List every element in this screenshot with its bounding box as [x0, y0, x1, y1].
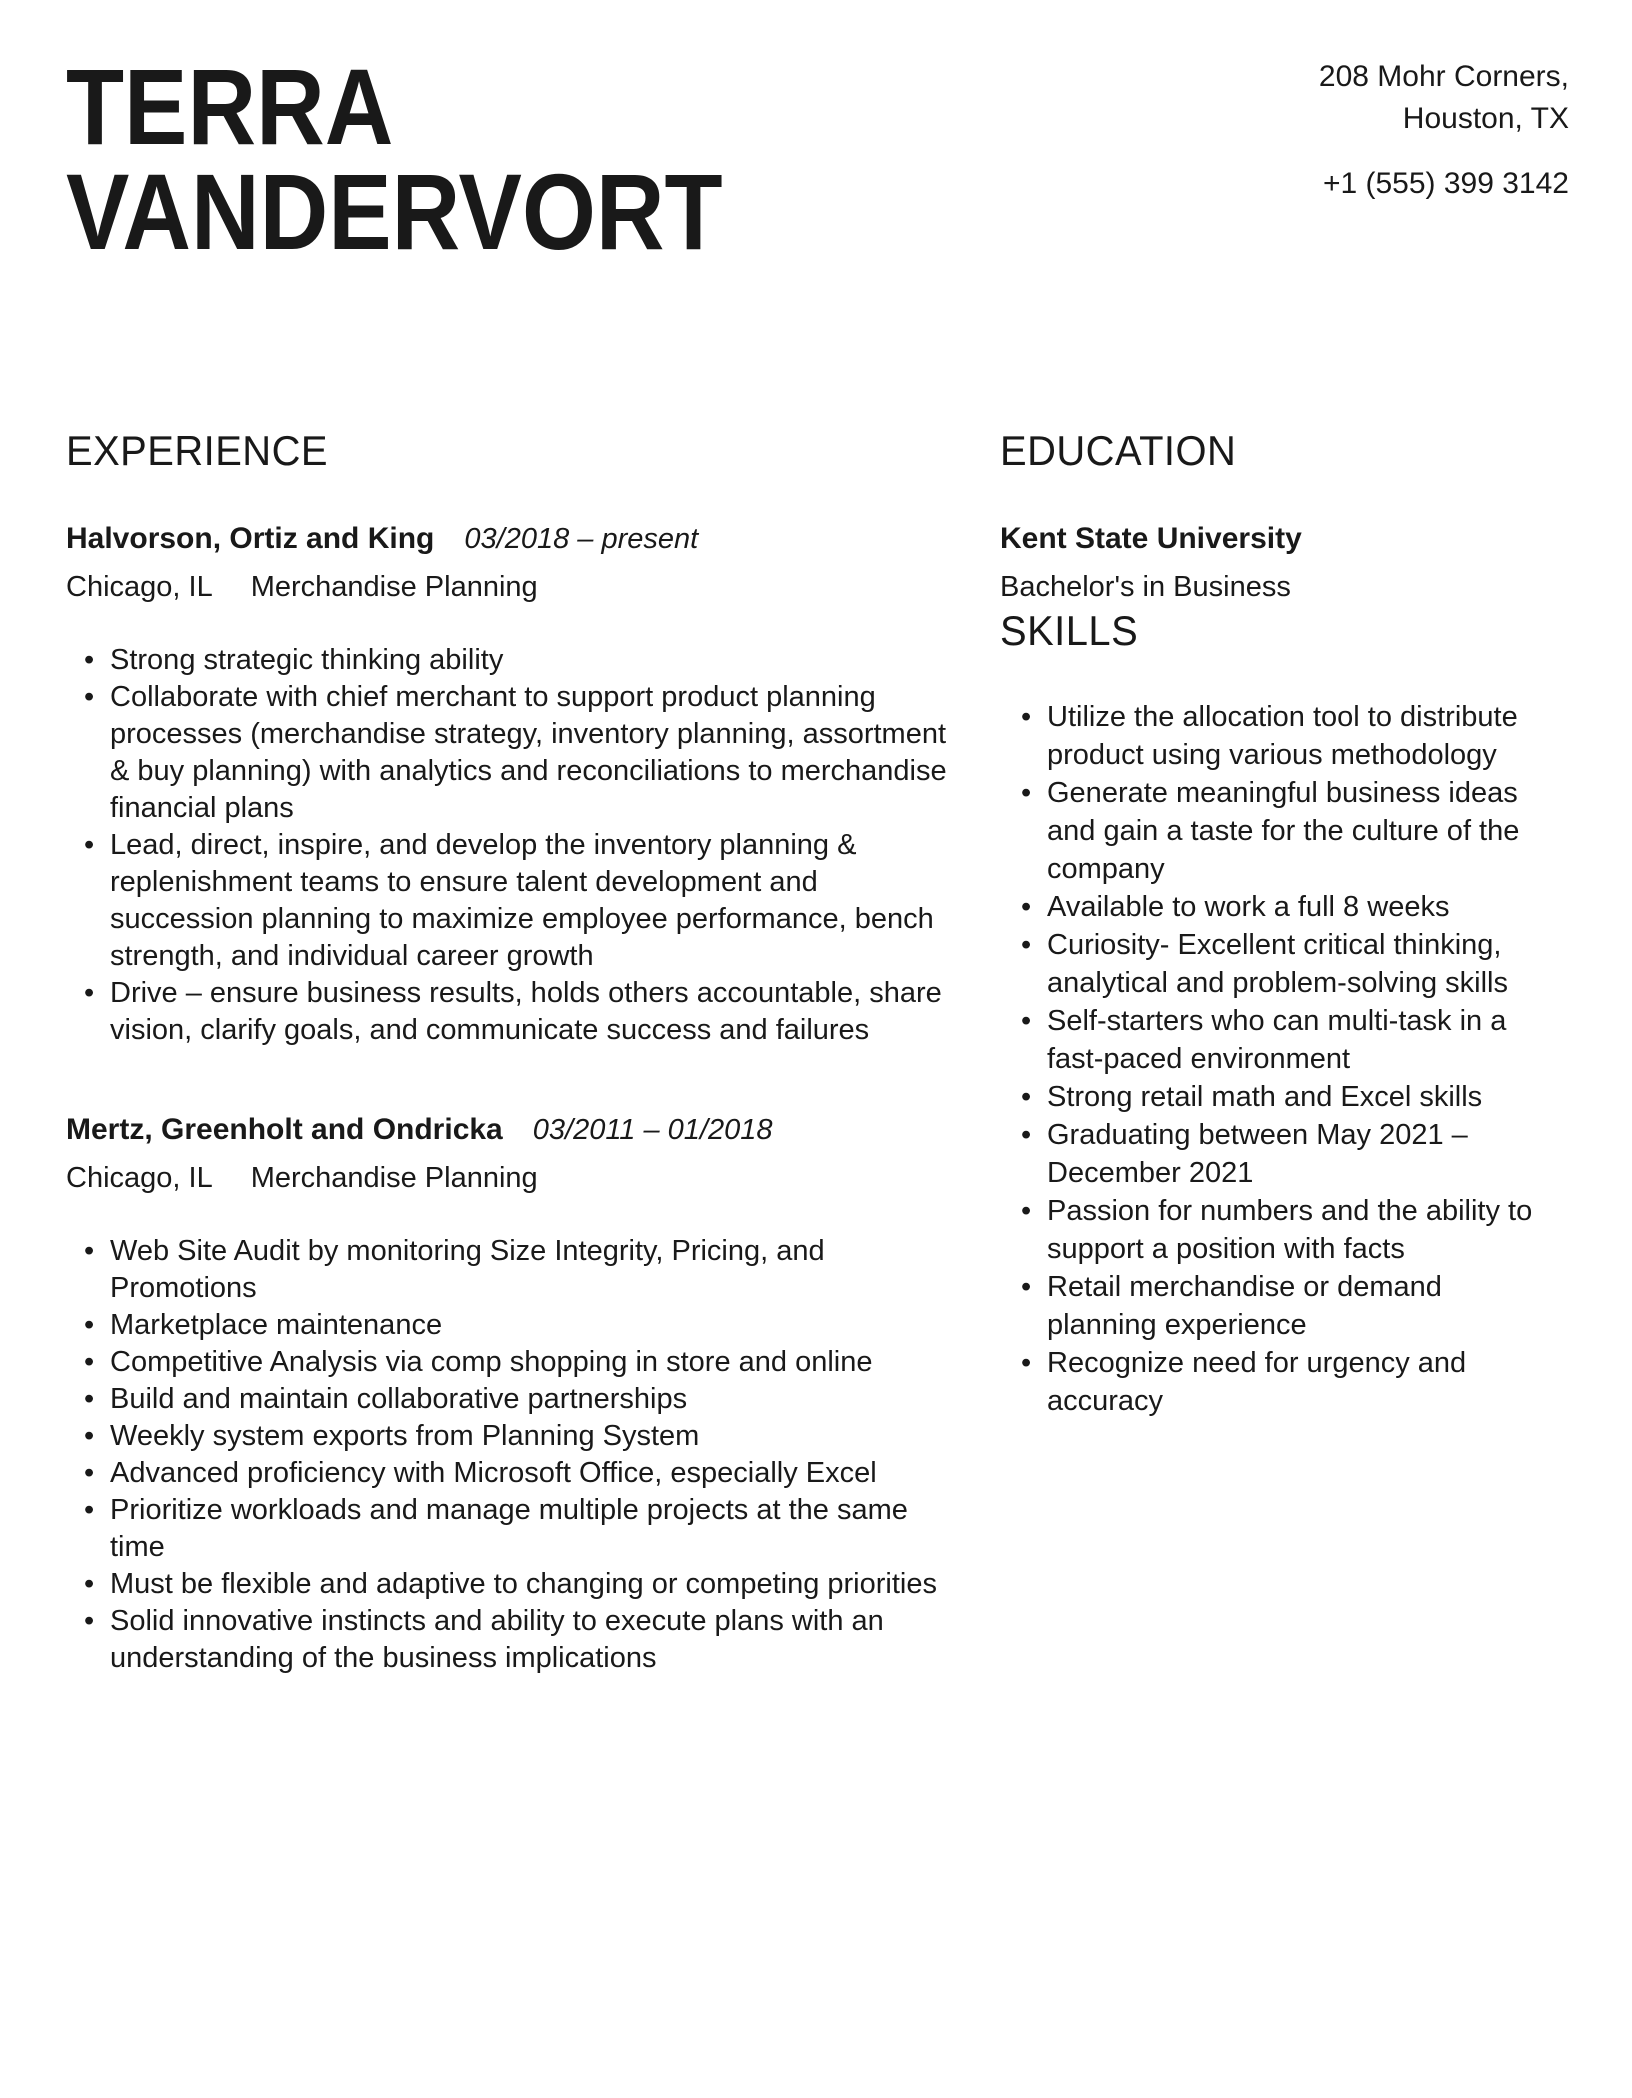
name-line-2: VANDERVORT: [66, 151, 723, 272]
bullet-item: • Retail merchandise or demand planning experience: [1047, 1268, 1548, 1344]
experience-heading: EXPERIENCE: [66, 427, 328, 474]
bullet-item: • Utilize the allocation tool to distribute product using various methodology: [1047, 698, 1548, 774]
bullet-item: • Curiosity- Excellent critical thinking, analytical and problem-solving skills: [1047, 926, 1548, 1002]
bullet-item: • Must be flexible and adaptive to changing or competing priorities: [110, 1566, 958, 1603]
contact-block: [1319, 56, 1569, 205]
bullet-item: • Prioritize workloads and manage multiple projects at the same time: [110, 1492, 958, 1566]
job-2-dates: 03/2011 – 01/2018: [532, 1114, 773, 1146]
bullet-item: • Web Site Audit by monitoring Size Integrity, Pricing, and Promotions: [110, 1233, 958, 1307]
name-line-1: TERRA: [66, 46, 394, 167]
bullet-item: • Graduating between May 2021 – December 2021: [1047, 1116, 1548, 1192]
job-2-role: Merchandise Planning: [250, 1162, 538, 1194]
bullet-item: • Build and maintain collaborative partnerships: [110, 1381, 958, 1418]
job-1-meta: [66, 568, 958, 606]
bullet-item: • Available to work a full 8 weeks: [1047, 888, 1548, 926]
right-column: [1000, 426, 1548, 1420]
experience-section: [66, 426, 958, 1677]
job-entry-1: [66, 520, 958, 1049]
skills-heading: SKILLS: [1000, 607, 1139, 654]
job-2-company: Mertz, Greenholt and Ondricka: [66, 1113, 503, 1146]
bullet-item: • Strong retail math and Excel skills: [1047, 1078, 1548, 1116]
job-1-bullet-list: [66, 642, 958, 1049]
bullet-item: • Weekly system exports from Planning System: [110, 1418, 958, 1455]
job-1-role: Merchandise Planning: [250, 571, 538, 603]
job-2-bullet-list: [66, 1233, 958, 1677]
bullet-item: • Drive – ensure business results, holds others accountable, share vision, clarify goals, and communicate success and failures: [110, 975, 958, 1049]
education-degree: Bachelor's in Business: [1000, 571, 1291, 603]
bullet-item: • Competitive Analysis via comp shopping in store and online: [110, 1344, 958, 1381]
job-2-location: Chicago, IL: [66, 1162, 213, 1194]
address-line-1: 208 Mohr Corners,: [1318, 60, 1569, 93]
bullet-item: • Generate meaningful business ideas and gain a taste for the culture of the company: [1047, 774, 1548, 888]
skills-bullet-list: [1000, 698, 1548, 1420]
bullet-item: • Recognize need for urgency and accuracy: [1047, 1344, 1548, 1420]
job-1-location: Chicago, IL: [66, 571, 213, 603]
bullet-item: • Marketplace maintenance: [110, 1307, 958, 1344]
address-line-2: Houston, TX: [1402, 102, 1569, 135]
bullet-item: • Advanced proficiency with Microsoft Office, especially Excel: [110, 1455, 958, 1492]
job-entry-2: [66, 1111, 958, 1677]
bullet-item: • Passion for numbers and the ability to support a position with facts: [1047, 1192, 1548, 1268]
job-1-dates: 03/2018 – present: [464, 523, 699, 555]
job-1-company: Halvorson, Ortiz and King: [66, 522, 435, 555]
bullet-item: • Strong strategic thinking ability: [110, 642, 958, 679]
phone-number: +1 (555) 399 3142: [1322, 167, 1569, 200]
education-school: Kent State University: [1000, 522, 1302, 555]
job-1-header: [66, 520, 958, 558]
education-heading: EDUCATION: [1000, 427, 1237, 474]
job-2-meta: [66, 1159, 958, 1197]
job-2-header: [66, 1111, 958, 1149]
bullet-item: • Self-starters who can multi-task in a fast-paced environment: [1047, 1002, 1548, 1078]
bullet-item: • Lead, direct, inspire, and develop the inventory planning & replenishment teams to ensure talent development and succession planning to maximize employee performance, bench strength, and individual career growth: [110, 827, 958, 975]
bullet-item: • Solid innovative instincts and ability to execute plans with an understanding of the business implications: [110, 1603, 958, 1677]
bullet-item: • Collaborate with chief merchant to support product planning processes (merchandise strategy, inventory planning, assortment & buy planning) with analytics and reconciliations to merchandise financial plans: [110, 679, 958, 827]
candidate-name: [66, 46, 723, 272]
